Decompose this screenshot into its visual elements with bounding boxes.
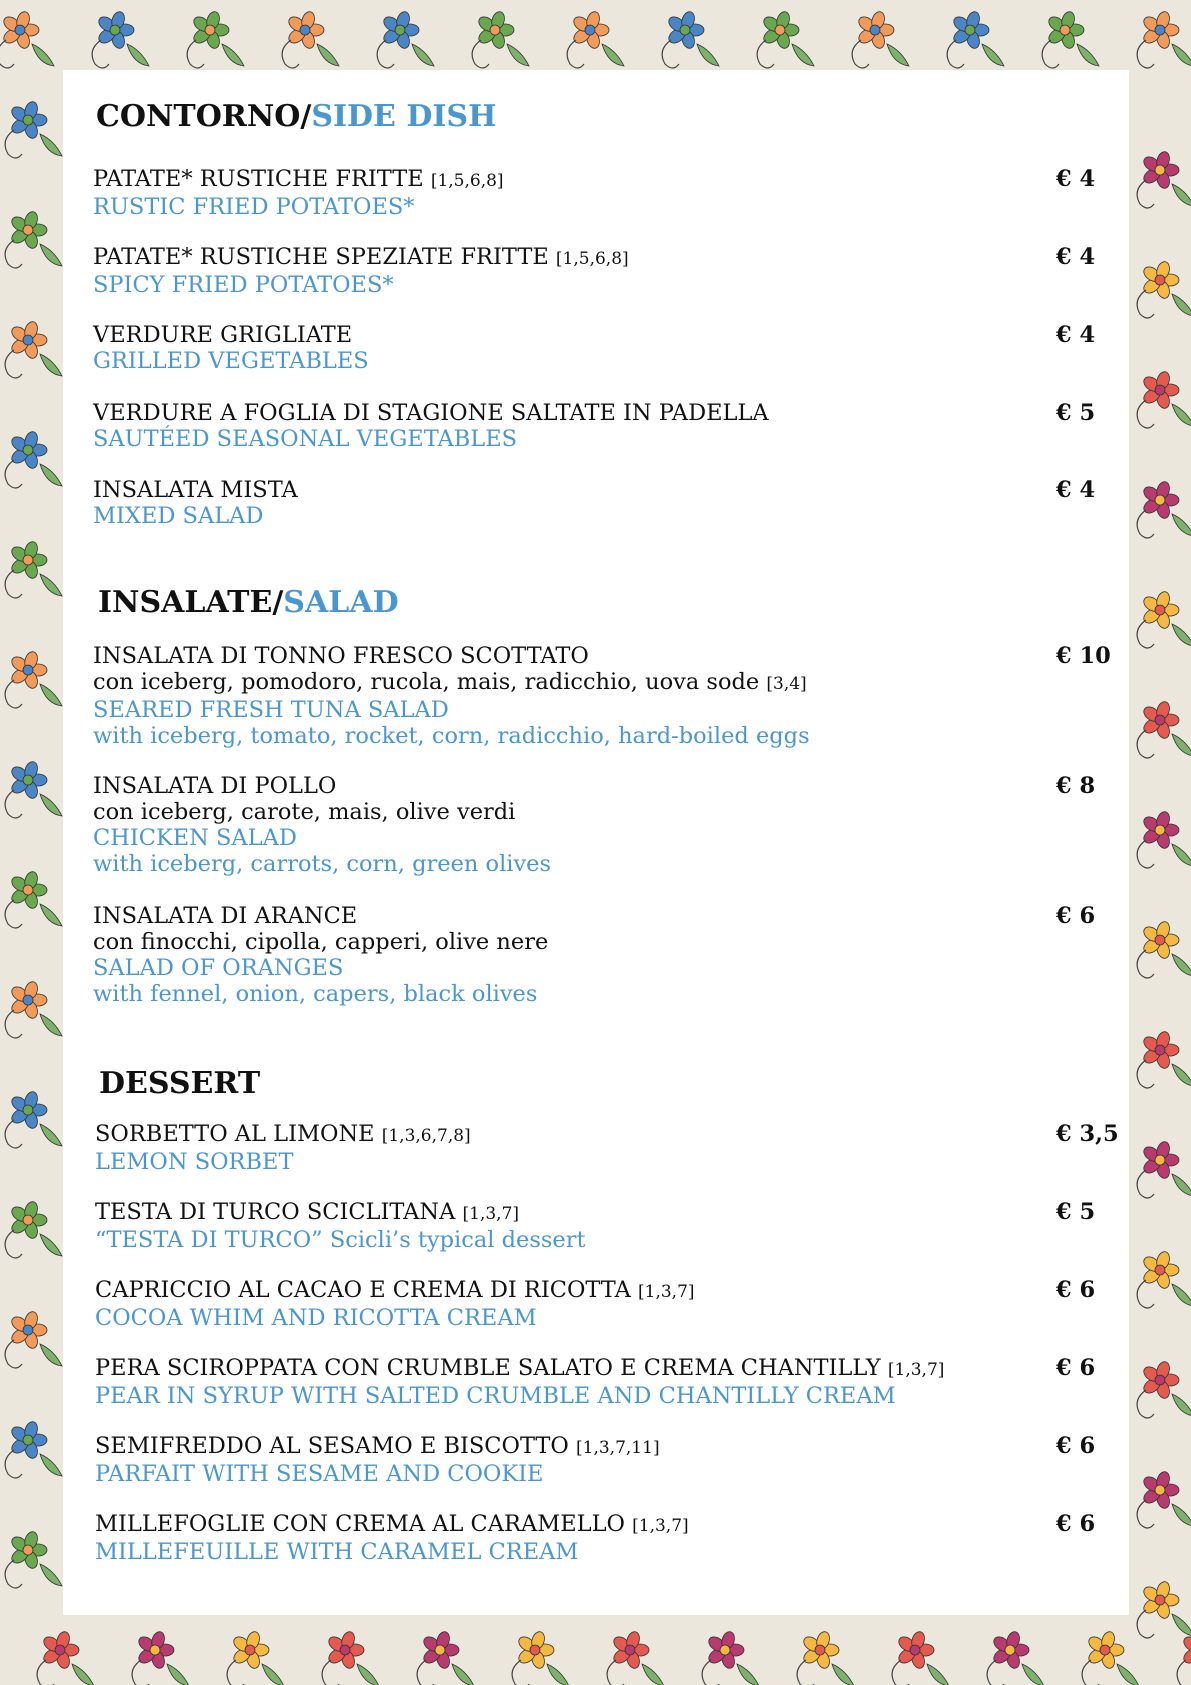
flower-ornament — [377, 10, 434, 68]
section-title-side-dish — [96, 100, 496, 134]
flower-ornament — [1042, 10, 1099, 68]
flower-ornament — [1137, 480, 1191, 538]
item-name-italian: INSALATA DI ARANCE — [93, 903, 358, 929]
section-title-italian: DESSERT — [99, 1066, 261, 1101]
flower-ornament — [797, 1630, 854, 1685]
flower-ornament — [987, 1630, 1044, 1685]
menu-item — [95, 1433, 1125, 1487]
flower-ornament — [892, 1630, 949, 1685]
flower-ornament — [5, 870, 62, 928]
item-price: € 4 — [1056, 322, 1096, 348]
item-allergens: [1,3,7] — [887, 1360, 945, 1380]
flower-ornament — [607, 1630, 664, 1685]
menu-item — [93, 244, 1123, 298]
menu-item — [95, 1511, 1125, 1565]
item-name-english: GRILLED VEGETABLES — [93, 348, 369, 374]
flower-ornament — [1137, 1250, 1191, 1308]
flower-ornament — [5, 210, 62, 268]
item-name-italian: VERDURE GRIGLIATE — [93, 322, 353, 348]
item-allergens: [1,3,7,11] — [576, 1438, 660, 1458]
flower-ornament — [0, 10, 54, 68]
item-description-english: with fennel, onion, capers, black olives — [93, 981, 538, 1007]
flower-ornament — [512, 1630, 569, 1685]
flower-ornament — [5, 430, 62, 488]
menu-item — [95, 1355, 1125, 1409]
flower-ornament — [567, 10, 624, 68]
flower-ornament — [92, 10, 149, 68]
item-description-english: with iceberg, carrots, corn, green olives — [93, 851, 552, 877]
item-name-english: MILLEFEUILLE WITH CARAMEL CREAM — [95, 1539, 579, 1565]
flower-ornament — [322, 1630, 379, 1685]
flower-ornament — [5, 540, 62, 598]
item-price: € 6 — [1056, 1355, 1096, 1381]
item-name-english: SEARED FRESH TUNA SALAD — [93, 697, 449, 723]
item-allergens: [1,5,6,8] — [555, 249, 629, 269]
flower-ornament — [417, 1630, 474, 1685]
item-price: € 10 — [1056, 643, 1111, 669]
flower-ornament — [1137, 260, 1191, 318]
item-price: € 3,5 — [1056, 1121, 1119, 1147]
flower-ornament — [5, 1310, 62, 1368]
item-price: € 6 — [1056, 1511, 1096, 1537]
item-name-english: PARFAIT WITH SESAME AND COOKIE — [95, 1461, 544, 1487]
item-name-english: PEAR IN SYRUP WITH SALTED CRUMBLE AND CHANTILLY CREAM — [95, 1383, 896, 1409]
menu-item — [95, 1121, 1125, 1175]
menu-item — [95, 1199, 1125, 1253]
item-allergens: [1,3,7] — [462, 1204, 520, 1224]
flower-ornament — [282, 10, 339, 68]
flower-ornament — [662, 10, 719, 68]
item-price: € 5 — [1056, 400, 1096, 426]
menu-item — [93, 477, 1123, 529]
item-name-italian: MILLEFOGLIE CON CREMA AL CARAMELLO — [95, 1511, 625, 1537]
flower-ornament — [5, 650, 62, 708]
item-allergens: [1,5,6,8] — [430, 171, 504, 191]
flower-ornament — [1137, 1360, 1191, 1418]
item-name-italian: PERA SCIROPPATA CON CRUMBLE SALATO E CREMA CHANTILLY — [95, 1355, 881, 1381]
flower-ornament — [1137, 810, 1191, 868]
item-name-italian: VERDURE A FOGLIA DI STAGIONE SALTATE IN PADELLA — [93, 400, 769, 426]
item-name-english: SAUTÉED SEASONAL VEGETABLES — [93, 426, 518, 452]
item-allergens: [1,3,6,7,8] — [381, 1126, 471, 1146]
item-name-english: LEMON SORBET — [95, 1149, 294, 1175]
flower-ornament — [1137, 700, 1191, 758]
item-name-english: RUSTIC FRIED POTATOES* — [93, 194, 415, 220]
menu-item — [93, 773, 1123, 877]
flower-ornament — [1137, 1140, 1191, 1198]
item-name-italian: INSALATA DI POLLO — [93, 773, 337, 799]
item-allergens: [1,3,7] — [638, 1282, 695, 1302]
flower-ornament — [227, 1630, 284, 1685]
menu-item — [93, 322, 1123, 374]
flower-ornament — [5, 980, 62, 1038]
flower-ornament — [1137, 1580, 1191, 1638]
section-title-dessert — [99, 1067, 260, 1101]
flower-ornament — [1177, 1630, 1191, 1685]
flower-ornament — [5, 1200, 62, 1258]
item-name-english: “TESTA DI TURCO” Scicli’s typical dessert — [95, 1227, 586, 1253]
flower-ornament — [1082, 1630, 1139, 1685]
flower-ornament — [1137, 1030, 1191, 1088]
menu-item — [93, 166, 1123, 220]
flower-ornament — [1137, 10, 1191, 68]
item-allergens: [3,4] — [766, 674, 807, 694]
flower-ornament — [1137, 590, 1191, 648]
item-allergens: [1,3,7] — [632, 1516, 689, 1536]
item-name-italian: INSALATA DI TONNO FRESCO SCOTTATO — [93, 643, 589, 669]
flower-ornament — [472, 10, 529, 68]
item-description-italian: con iceberg, carote, mais, olive verdi — [93, 799, 516, 825]
item-name-italian: CAPRICCIO AL CACAO E CREMA DI RICOTTA — [95, 1277, 631, 1303]
item-name-italian: INSALATA MISTA — [93, 477, 298, 503]
flower-ornament — [1137, 150, 1191, 208]
item-price: € 5 — [1056, 1199, 1096, 1225]
item-price: € 8 — [1056, 773, 1096, 799]
item-name-italian: TESTA DI TURCO SCICLITANA — [95, 1199, 456, 1225]
flower-ornament — [5, 320, 62, 378]
menu-item — [95, 1277, 1125, 1331]
item-name-english: SALAD OF ORANGES — [93, 955, 344, 981]
flower-ornament — [947, 10, 1004, 68]
flower-ornament — [5, 1420, 62, 1478]
item-name-italian: PATATE* RUSTICHE SPEZIATE FRITTE — [93, 244, 549, 270]
flower-ornament — [187, 10, 244, 68]
item-price: € 4 — [1056, 244, 1096, 270]
section-title-italian: CONTORNO/ — [96, 99, 312, 134]
menu-item — [93, 400, 1123, 452]
item-price: € 6 — [1056, 1277, 1096, 1303]
flower-ornament — [1137, 920, 1191, 978]
section-title-english: SALAD — [283, 585, 399, 620]
item-name-english: SPICY FRIED POTATOES* — [93, 272, 394, 298]
item-description-english: with iceberg, tomato, rocket, corn, radicchio, hard-boiled eggs — [93, 723, 810, 749]
item-price: € 4 — [1056, 477, 1096, 503]
flower-ornament — [702, 1630, 759, 1685]
item-name-english: MIXED SALAD — [93, 503, 264, 529]
item-price: € 4 — [1056, 166, 1096, 192]
section-title-english: SIDE DISH — [311, 99, 497, 134]
item-price: € 6 — [1056, 903, 1096, 929]
menu-item — [93, 903, 1123, 1007]
section-title-salad — [98, 586, 399, 620]
item-price: € 6 — [1056, 1433, 1096, 1459]
section-title-italian: INSALATE/ — [98, 585, 284, 620]
flower-ornament — [37, 1630, 94, 1685]
flower-ornament — [5, 1090, 62, 1148]
flower-ornament — [852, 10, 909, 68]
flower-ornament — [5, 1530, 62, 1588]
flower-ornament — [5, 760, 62, 818]
flower-ornament — [1137, 1470, 1191, 1528]
item-description-italian: con iceberg, pomodoro, rucola, mais, radicchio, uova sode — [93, 669, 760, 695]
flower-ornament — [132, 1630, 189, 1685]
item-name-italian: PATATE* RUSTICHE FRITTE — [93, 166, 424, 192]
item-name-english: COCOA WHIM AND RICOTTA CREAM — [95, 1305, 537, 1331]
flower-ornament — [1137, 370, 1191, 428]
item-name-italian: SEMIFREDDO AL SESAMO E BISCOTTO — [95, 1433, 569, 1459]
flower-ornament — [757, 10, 814, 68]
item-name-italian: SORBETTO AL LIMONE — [95, 1121, 375, 1147]
item-name-english: CHICKEN SALAD — [93, 825, 297, 851]
item-description-italian: con finocchi, cipolla, capperi, olive nere — [93, 929, 549, 955]
menu-item — [93, 643, 1123, 749]
flower-ornament — [5, 100, 62, 158]
menu-sheet — [63, 70, 1129, 1615]
